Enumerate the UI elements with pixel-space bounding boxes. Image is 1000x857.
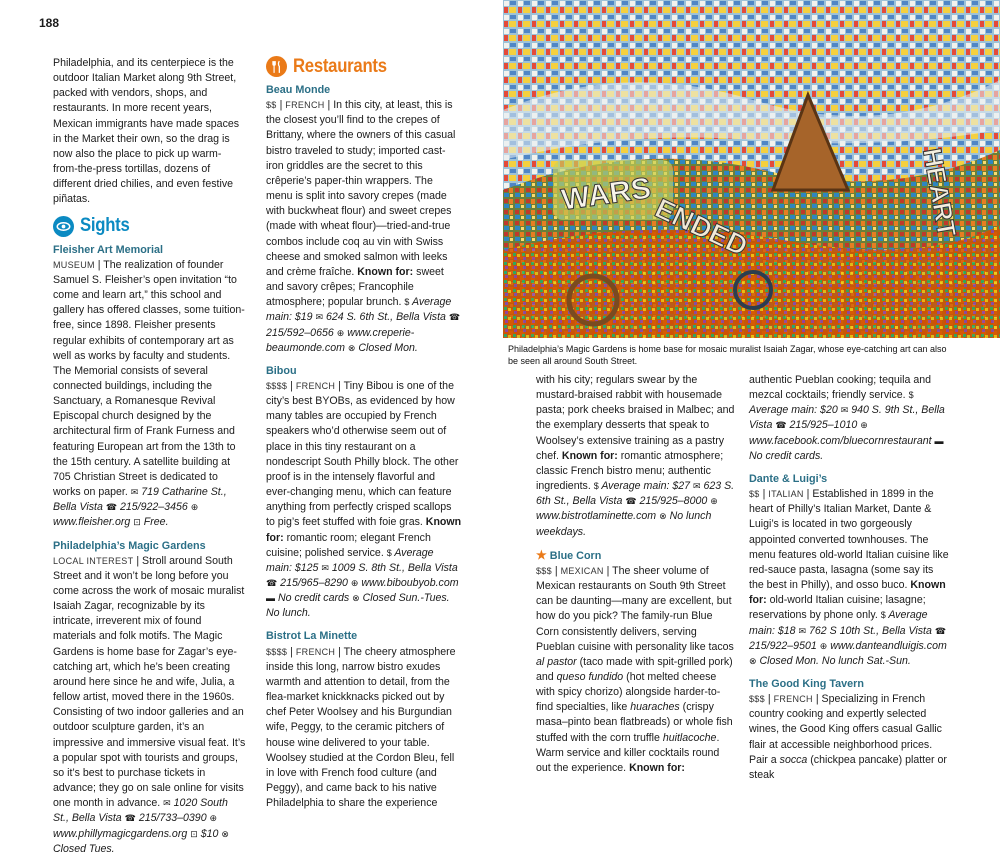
mosaic-photo bbox=[503, 0, 1000, 338]
entry-body: $$$ | MEXICAN | The sheer volume of Mexican restaurants on South 9th Street can be daunting—many are excellent, but how do you pick? The family-run Blue Corn consistently delivers, serving Pueblan cuisine with personality like tacos al pastor (taco made with spit-grilled pork) and queso fundido (hot melted cheese with spicy chorizo) alongside harder-to-find specialties, like huaraches (crispy masa–pinto bean flatbreads) or whole fish stuffed with the corn truffle huitlacoche. Warm service and killer cocktails round out the experience. Known for: bbox=[536, 564, 734, 774]
dish-name: queso fundido bbox=[556, 670, 624, 683]
map-pin-icon: ✉ bbox=[840, 405, 849, 416]
entry-text: The realization of founder Samuel S. Fleisher’s open invitation “to come and learn art,” this school and gallery has offered classes, some tuition-free, since 1898. Fleisher presents regular exhibits of contemporary art as well as works by faculty and students. The Memorial consists of several connected buildings, including the Sanctuary, a Romanesque Revival Episcopal church designed by the architectural firm of Frank Furness and featuring European art from the 13th to the 15th century. A satellite building at 705 Christian Street is dedicated to works on paper. bbox=[53, 258, 245, 499]
address: 1020 South St., Bella Vista bbox=[53, 797, 228, 825]
photo-caption: Philadelphia’s Magic Gardens is home base for mosaic muralist Isaiah Zagar, whose eye-catching art can also be seen all around South Street. bbox=[508, 344, 947, 366]
map-pin-icon: ✉ bbox=[321, 562, 329, 573]
entry-fleisher bbox=[53, 243, 246, 531]
entry-text: (chickpea pancake) platter or steak bbox=[749, 753, 947, 781]
phone-icon: ☎ bbox=[448, 312, 461, 323]
category-tag: FRENCH bbox=[295, 646, 336, 657]
phone-icon: ☎ bbox=[934, 625, 947, 636]
entry-title bbox=[536, 548, 736, 564]
entry-title-text: Blue Corn bbox=[549, 549, 602, 562]
money-icon: $ bbox=[880, 610, 886, 621]
category-tag: LOCAL INTEREST bbox=[53, 555, 134, 566]
globe-icon: ⊕ bbox=[710, 496, 718, 507]
closed-days: Closed Mon. bbox=[358, 341, 418, 354]
website-link[interactable]: www.fleisher.org bbox=[53, 516, 131, 529]
price-tag: $$$ bbox=[536, 565, 552, 576]
known-for: old-world Italian cuisine; lasagne; reservations by phone only. bbox=[749, 594, 926, 622]
map-pin-icon: ✉ bbox=[130, 487, 139, 498]
entry-text: Established in 1899 in the heart of Philly’s Italian Market, Dante & Luigi’s is located in two gorgeously appointed converted townhouses. The menu features old-world Italian cuisine like red-sauce pasta, lasagna (some say its the best in Philly), and osso buco. bbox=[749, 488, 949, 592]
entry-body: $$ | ITALIAN | Established in 1899 in the heart of Philly’s Italian Market, Dante & Luigi’s is located in two gorgeously appointed converted townhouses. The menu features old-world Italian cuisine like red-sauce pasta, lasagna (some say its the best in Philly), and osso buco. Known for: old-world Italian cuisine; lasagne; reservations by phone only. $ Average main: $18 ✉ 762 S 10th St., Bella Vista ☎ 215/922–9501 ⊕ www.danteandluigis.com ⊗ Closed Mon. No lunch Sat.-Sun. bbox=[749, 488, 949, 667]
map-pin-icon: ✉ bbox=[798, 625, 807, 636]
entry-title: Philadelphia’s Magic Gardens bbox=[53, 539, 206, 552]
address: 719 Catharine St., Bella Vista bbox=[53, 486, 227, 514]
average-price: Average main: $125 bbox=[266, 546, 434, 574]
mosaic-word-ended: ENDED bbox=[650, 192, 753, 262]
known-for-label: Known for: bbox=[629, 761, 685, 774]
website-link[interactable]: www.danteandluigis.com bbox=[830, 639, 947, 652]
entry-text: The cheery atmosphere inside this long, narrow bistro exudes warmth and attention to detail, from the flea-market knickknacks picked out by chef Peter Woolsey and his Burgundian wife, Peggy, to the ceramic pitchers of house wine delivered to your table. Woolsey studied at the Cordon Bleu, fell in love with French food culture (and Peggy), and came back to his native Philadelphia to share the experience bbox=[266, 645, 456, 810]
entry-title: Beau Monde bbox=[266, 84, 331, 96]
closed-days: No lunch weekdays. bbox=[536, 510, 712, 538]
known-for-label: Known for: bbox=[266, 516, 462, 544]
known-for: romantic room; elegant French cuisine; polished service. bbox=[266, 531, 431, 559]
column-4 bbox=[749, 373, 949, 783]
map-pin-icon: ✉ bbox=[315, 312, 324, 323]
dish-name: huaraches bbox=[630, 701, 680, 714]
star-icon: ★ bbox=[536, 547, 547, 562]
entry-text: (hot melted cheese with spicy chorizo) alongside harder-to-find specialties, like bbox=[536, 670, 721, 714]
entry-body: $$$$ | FRENCH | The cheery atmosphere inside this long, narrow bistro exudes warmth and attention to detail, from the flea-market knickknacks picked out by chef Peter Woolsey and his Burgundian wife, Peggy, to the ceramic pitchers of house wine delivered to your table. Woolsey studied at the Cordon Bleu, fell in love with French food culture (and Peggy), and came back to his native Philadelphia to share the experience bbox=[266, 645, 456, 810]
phone-icon: ☎ bbox=[625, 496, 637, 507]
entry-dante-luigis bbox=[749, 472, 949, 669]
closed-icon: ⊗ bbox=[352, 593, 360, 604]
intro-paragraph: Philadelphia, and its centerpiece is the outdoor Italian Market along 9th Street, packed with vendors, shops, and restaurants. In more recent years, Mexican immigrants have made spaces in the Market their own, so the drag is now also the place to pick up warm-from-the-press tortillas, dozens of different dried chilies, and even festive piñatas. bbox=[53, 57, 240, 206]
known-for-label: Known for: bbox=[749, 579, 946, 607]
globe-icon: ⊕ bbox=[819, 640, 828, 651]
globe-icon: ⊕ bbox=[860, 420, 868, 431]
dish-name: socca bbox=[779, 753, 808, 766]
website-link[interactable]: www.biboubyob.com bbox=[361, 577, 459, 589]
closed-days: Closed Tues. bbox=[53, 842, 115, 855]
website-link[interactable]: www.phillymagicgardens.org bbox=[53, 827, 188, 840]
phone: 215/592–0656 bbox=[266, 326, 334, 339]
known-for-label: Known for: bbox=[561, 449, 618, 462]
admission: Free. bbox=[143, 516, 169, 529]
entry-bibou bbox=[266, 364, 462, 622]
payment-note: No credit cards. bbox=[749, 449, 824, 462]
money-icon: $ bbox=[593, 481, 599, 492]
entry-magic-gardens bbox=[53, 539, 246, 857]
entry-text: The sheer volume of Mexican restaurants on South 9th Street can be daunting—many are excellent, but how do you pick? The family-run Blue Corn consistently delivers, serving Pueblan cuisine with personality like tacos bbox=[536, 564, 734, 653]
category-tag: FRENCH bbox=[295, 380, 336, 391]
price-tag: $$$$ bbox=[266, 646, 288, 657]
address: 940 S. 9th St., Bella Vista bbox=[749, 404, 945, 432]
phone: 215/925–8000 bbox=[639, 495, 708, 508]
entry-body: $$$$ | FRENCH | Tiny Bibou is one of the city’s best BYOBs, as evidenced by how many tables are occupied by French speakers who’d otherwise seem out of place in this tiny restaurant on a nondescript South Philly block. The other proof is in the intensely flavorful and ever-changing menu, which can feature anything from perfectly crisped scallops to pig’s feet stuffed with foie gras. Known for: romantic room; elegant French cuisine; polished service. $ Average main: $125 ✉ 1009 S. 8th St., Bella Vista ☎ 215/965–8290 ⊕ www.biboubyob.com ▬ No credit cards ⊗ Closed Sun.-Tues. No lunch. bbox=[266, 379, 462, 620]
address: 624 S. 6th St., Bella Vista bbox=[325, 311, 446, 324]
dish-name: al pastor bbox=[536, 655, 577, 668]
closed-days: Closed Sun.-Tues. No lunch. bbox=[266, 592, 450, 620]
phone: 215/733–0390 bbox=[138, 812, 207, 825]
dish-name: huitlacoche bbox=[662, 731, 717, 744]
website-link[interactable]: www.creperie-beaumonde.com bbox=[266, 326, 415, 354]
entry-text: Tiny Bibou is one of the city’s best BYOBs, as evidenced by how many tables are occupied by French speakers who’d otherwise seem out of place in this tiny restaurant on a nondescript South Philly block. The other proof is in the intensely flavorful and ever-changing menu, which can feature anything from perfectly crisped scallops to pig’s feet stuffed with foie gras. bbox=[266, 379, 459, 529]
average-price: Average main: $18 bbox=[749, 609, 928, 637]
entry-body: LOCAL INTEREST | Stroll around South Street and it won’t be long before you come across the work of mosaic muralist Isaiah Zagar, recognizable by its intricate, irreverent mix of found materials and folk motifs. The Magic Gardens is home base for Zagar’s eye-catching art, which he’s been creating around here since he and wife, Julia, a fellow artist, moved there in the 1960s. Consisting of two indoor galleries and an outdoor sculpture garden, it’s an impressive and immersive visual feat. It’s a popular spot with tourists and groups, so it’s best to purchase tickets in advance; they go on sale online for visits one month in advance. ✉ 1020 South St., Bella Vista ☎ 215/733–0390 ⊕ www.phillymagicgardens.org ⊡ $10 ⊗ Closed Tues. bbox=[53, 554, 246, 855]
closed-days: Closed Mon. No lunch Sat.-Sun. bbox=[759, 654, 911, 667]
globe-icon: ⊕ bbox=[190, 502, 199, 513]
website-link[interactable]: www.bistrotlaminette.com bbox=[536, 510, 657, 523]
address: 762 S 10th St., Bella Vista bbox=[808, 624, 932, 637]
category-tag: FRENCH bbox=[773, 694, 813, 705]
price-tag: $$ bbox=[266, 100, 277, 111]
entry-text: . Warm service and killer cocktails round out the experience. bbox=[536, 731, 720, 774]
ticket-icon: ⊡ bbox=[190, 828, 198, 839]
restaurants-heading-label: Restaurants bbox=[293, 55, 387, 77]
closed-icon: ⊗ bbox=[659, 511, 667, 522]
phone: 215/922–9501 bbox=[749, 639, 817, 652]
price-tag: $$ bbox=[749, 489, 760, 500]
entry-beau-monde bbox=[266, 83, 462, 356]
phone-icon: ☎ bbox=[105, 502, 118, 513]
column-2 bbox=[266, 56, 462, 811]
entry-body: $$ | FRENCH | In this city, at least, this is the closest you’ll find to the crepes of Brittany, where the owners of this casual bistro traveled to study; imported cast-iron griddles are the secret to this crêperie’s paper-thin wrappers. The menu is split into savory crepes (made with buckwheat flour) and sweet crepes (made with wheat flour)—tried-and-true combos include coq au vin with Swiss cheese and smoked salmon with leeks and crème fraîche. Known for: sweet and savory crêpes; Francophile atmosphere; popular brunch. $ Average main: $19 ✉ 624 S. 6th St., Bella Vista ☎ 215/592–0656 ⊕ www.creperie-beaumonde.com ⊗ Closed Mon. bbox=[266, 99, 461, 354]
entry-text: In this city, at least, this is the closest you’ll find to the crepes of Brittany, where the owners of this casual bistro traveled to study; imported cast-iron griddles are the secret to this crêperie’s paper-thin wrappers. The menu is split into savory crepes (made with buckwheat flour) and sweet crepes (made with wheat flour)—tried-and-true combos include coq au vin with Swiss cheese and smoked salmon with leeks and crème fraîche. bbox=[266, 99, 456, 278]
entry-text: (taco made with spit-grilled pork) and bbox=[536, 655, 733, 683]
closed-icon: ⊗ bbox=[749, 655, 757, 666]
address: 1009 S. 8th St., Bella Vista bbox=[331, 561, 458, 574]
money-icon: $ bbox=[908, 390, 914, 401]
sights-heading bbox=[53, 216, 246, 237]
mosaic-word-heart: HEART bbox=[917, 145, 963, 240]
known-for-label: Known for: bbox=[357, 265, 414, 278]
payment-note: No credit cards bbox=[277, 592, 350, 605]
entry-title: Fleisher Art Memorial bbox=[53, 243, 163, 256]
phone: 215/925–1010 bbox=[789, 419, 858, 432]
phone-icon: ☎ bbox=[124, 813, 136, 824]
entry-body: $$$ | FRENCH | Specializing in French country cooking and expertly selected wines, the Good King offers casual Gallic flair at accessible neighborhood prices. Pair a socca (chickpea pancake) platter or steak bbox=[749, 693, 947, 781]
category-tag: MEXICAN bbox=[560, 565, 604, 576]
eye-icon bbox=[53, 216, 74, 237]
credit-card-icon: ▬ bbox=[266, 593, 275, 604]
entry-title: Bibou bbox=[266, 364, 297, 377]
entry-good-king-tavern bbox=[749, 677, 949, 783]
sights-heading-label: Sights bbox=[80, 215, 130, 237]
globe-icon: ⊕ bbox=[350, 578, 359, 588]
closed-icon: ⊗ bbox=[347, 342, 356, 353]
entry-body-continued bbox=[749, 373, 949, 464]
fork-knife-icon bbox=[266, 56, 287, 77]
entry-body: MUSEUM | The realization of founder Samuel S. Fleisher’s open invitation “to come and learn art,” this school and gallery has offered classes, some tuition-free, since 1898. Fleisher presents regular exhibits of contemporary art as well as works by faculty and students. The Memorial consists of several connected buildings, including the Sanctuary, a Romanesque Revival Episcopal church designed by the architectural firm of Frank Furness and featuring European art from the 13th to the 15th century. A satellite building at 705 Christian Street is dedicated to works on paper. ✉ 719 Catharine St., Bella Vista ☎ 215/922–3456 ⊕ www.fleisher.org ⊡ Free. bbox=[53, 258, 245, 529]
entry-blue-corn bbox=[536, 548, 736, 776]
category-tag: FRENCH bbox=[285, 100, 325, 111]
credit-card-icon: ▬ bbox=[934, 435, 944, 446]
page-number: 188 bbox=[39, 16, 60, 30]
admission: $10 bbox=[200, 827, 219, 840]
entry-text: (crispy masa–pinto bean flatbreads) or whole fish stuffed with the corn truffle bbox=[536, 701, 733, 744]
entry-title: The Good King Tavern bbox=[749, 677, 864, 690]
ticket-icon: ⊡ bbox=[133, 517, 141, 528]
entry-title: Bistrot La Minette bbox=[266, 630, 358, 643]
entry-title: Dante & Luigi’s bbox=[749, 472, 828, 485]
restaurants-heading bbox=[266, 56, 462, 77]
known-for: romantic atmosphere; classic French bistro menu; authentic ingredients. bbox=[536, 449, 724, 493]
money-icon: $ bbox=[404, 297, 410, 308]
map-pin-icon: ✉ bbox=[163, 798, 171, 809]
mosaic-word-wars: WARS bbox=[559, 171, 654, 217]
known-for: authentic Pueblan cooking; tequila and mezcal cocktails; friendly service. bbox=[749, 374, 931, 402]
average-price: Average main: $20 bbox=[749, 404, 838, 417]
entry-text: Specializing in French country cooking and expertly selected wines, the Good King offers casual Gallic flair at accessible neighborhood prices. Pair a bbox=[749, 693, 942, 766]
entry-body-continued bbox=[536, 373, 736, 540]
globe-icon: ⊕ bbox=[336, 327, 345, 338]
phone: 215/922–3456 bbox=[120, 501, 188, 514]
column-1 bbox=[53, 56, 246, 857]
closed-icon: ⊗ bbox=[221, 828, 229, 839]
price-tag: $$$$ bbox=[266, 380, 288, 391]
phone-icon: ☎ bbox=[775, 420, 787, 431]
phone: 215/965–8290 bbox=[280, 577, 348, 589]
phone-icon: ☎ bbox=[266, 578, 278, 588]
address: 623 S. 6th St., Bella Vista bbox=[536, 480, 735, 508]
price-tag: $$$ bbox=[749, 694, 765, 705]
website-link[interactable]: www.facebook.com/bluecornrestaurant bbox=[749, 434, 932, 447]
money-icon: $ bbox=[386, 547, 392, 558]
entry-bistrot-la-minette bbox=[266, 629, 462, 811]
globe-icon: ⊕ bbox=[209, 813, 218, 824]
map-pin-icon: ✉ bbox=[693, 481, 701, 492]
entry-text: Stroll around South Street and it won’t be long before you come across the work of mosaic muralist Isaiah Zagar, recognizable by its intricate, irreverent mix of found materials and folk motifs. The Magic Gardens is home base for Zagar’s eye-catching art, which he’s been creating around here since he and wife, Julia, a fellow artist, moved there in the 1960s. Consisting of two indoor galleries and an outdoor sculpture garden, it’s an impressive and immersive visual feat. It’s a popular spot with tourists and groups, so it’s best to purchase tickets in advance; they go on sale online for visits one month in advance. bbox=[53, 554, 246, 810]
column-3 bbox=[536, 373, 736, 776]
category-tag: ITALIAN bbox=[768, 489, 804, 500]
known-for: sweet and savory crêpes; Francophile atmosphere; popular brunch. bbox=[266, 265, 444, 309]
category-tag: MUSEUM bbox=[53, 259, 95, 270]
entry-text: with his city; regulars swear by the mustard-braised rabbit with housemade pasta; pork cheeks braised in Malbec; and the exemplary desserts that speak to Woolsey’s extensive training as a pastry chef. bbox=[536, 374, 735, 462]
average-price: Average main: $27 bbox=[601, 480, 691, 493]
average-price: Average main: $19 bbox=[266, 296, 452, 324]
